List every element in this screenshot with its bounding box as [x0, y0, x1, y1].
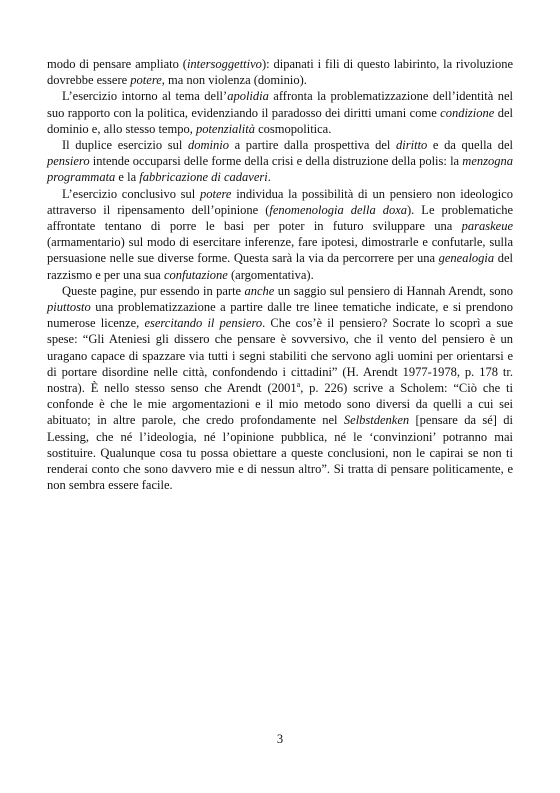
text-run: (armamentario) sul modo di esercitare inferenze, fare ipotesi, dimostrarle e confutarle, sulla persuasione nelle sue diverse forme. Questa sarà la via da percorrere per una	[47, 235, 513, 266]
text-run: . Che cos’è il pensiero? Socrate lo scoprì a sue spese: “Gli Ateniesi gli dissero che pensare è sovversivo, che il vento del pensiero è un uragano capace di spazzare via tutti i segni stabiliti che servono agli uomini per orientarsi e di portare disordine nelle città, confondendo i cittadini” (H. Arendt 1977-1978, p. 178 tr. nostra). È nello stesso senso che Arendt (2001	[47, 316, 514, 396]
italic-text: condizione	[440, 105, 495, 120]
italic-text: menzogna programmata	[47, 154, 513, 185]
italic-text: potere	[200, 186, 232, 201]
text-run: .	[267, 170, 271, 185]
text-run: e la	[115, 170, 140, 185]
text-run: individua la possibilità di un pensiero non ideologico attraverso il ripensamento dell’opinione (	[47, 186, 514, 217]
text-run: a partire dalla prospettiva del	[228, 138, 397, 153]
text-run: L’esercizio conclusivo sul	[62, 186, 200, 201]
italic-text: Selbstdenken	[343, 413, 410, 428]
italic-text: anche	[244, 283, 275, 298]
italic-text: paraskeue	[461, 219, 513, 234]
text-run: , p. 226) scrive a Scholem: “Ciò che ti confonde è che le mie argomentazioni e il mio metodo sono diversi da quelli a cui sei abituato; in altre parole, che credo profondamente nel	[47, 381, 513, 428]
italic-text: piuttosto	[47, 300, 91, 315]
paragraph	[47, 283, 513, 494]
text-run: del razzismo e per una sua	[47, 251, 513, 282]
paragraph	[47, 88, 513, 137]
italic-text: diritto	[396, 138, 428, 153]
text-run: del dominio e, allo stesso tempo,	[47, 105, 514, 136]
italic-text: potere	[130, 73, 162, 88]
italic-text: dominio	[187, 138, 229, 153]
italic-text: genealogia	[438, 251, 495, 266]
italic-text: fabbricazione di cadaveri	[139, 170, 268, 185]
italic-text: confutazione	[163, 267, 228, 282]
italic-text: pensiero	[47, 154, 90, 169]
text-run: e da quella del	[427, 138, 513, 153]
page-number: 3	[276, 732, 284, 746]
text-run: un saggio sul pensiero di Hannah Arendt, sono	[274, 283, 513, 298]
text-run: una problematizzazione a partire dalle tre linee tematiche indicate, e si prendono numerose licenze,	[47, 300, 513, 331]
text-run: [pensare da sé] di Lessing, che né l’ideologia, né l’opinione pubblica, né le ‘convinzioni’ potranno mai sostituire. Qualunque cosa tu possa obiettare a queste conclusioni, non le capirai se non ti renderai conto che sono davvero mie e di nessun altro”. Si tratta di pensare politicamente, e non sembra essere facile.	[47, 413, 513, 493]
italic-text: apolidia	[227, 89, 269, 104]
paragraph	[47, 186, 513, 283]
text-run: , ma non violenza (dominio).	[161, 73, 307, 88]
text-run: modo di pensare ampliato (	[47, 57, 187, 71]
superscript: a	[296, 379, 301, 389]
text-run: cosmopolitica.	[254, 121, 332, 136]
italic-text: potenzialità	[195, 121, 255, 136]
text-run: L’esercizio intorno al tema dell’	[62, 89, 228, 104]
italic-text: esercitando il pensiero	[144, 316, 263, 331]
text-run: affronta la problematizzazione dell’identità nel suo rapporto con la politica, evidenziando il paradosso dei diritti umani come	[47, 89, 513, 120]
document-body	[47, 56, 513, 493]
italic-text: fenomenologia della doxa	[269, 202, 408, 217]
text-run: ): dipanati i fili di questo labirinto, la rivoluzione dovrebbe essere	[47, 57, 513, 88]
text-run: Il duplice esercizio sul	[62, 138, 188, 153]
paragraph	[47, 56, 513, 88]
paragraph	[47, 137, 513, 186]
text-run: intende occuparsi delle forme della crisi e della distruzione della polis: la	[89, 154, 463, 169]
text-run: ). Le problematiche affrontate tentano di porre le basi per poter in futuro sviluppare una	[47, 202, 513, 234]
text-run: Queste pagine, pur essendo in parte	[62, 283, 245, 298]
text-run: (argomentativa).	[227, 267, 314, 282]
italic-text: intersoggettivo	[186, 57, 262, 71]
